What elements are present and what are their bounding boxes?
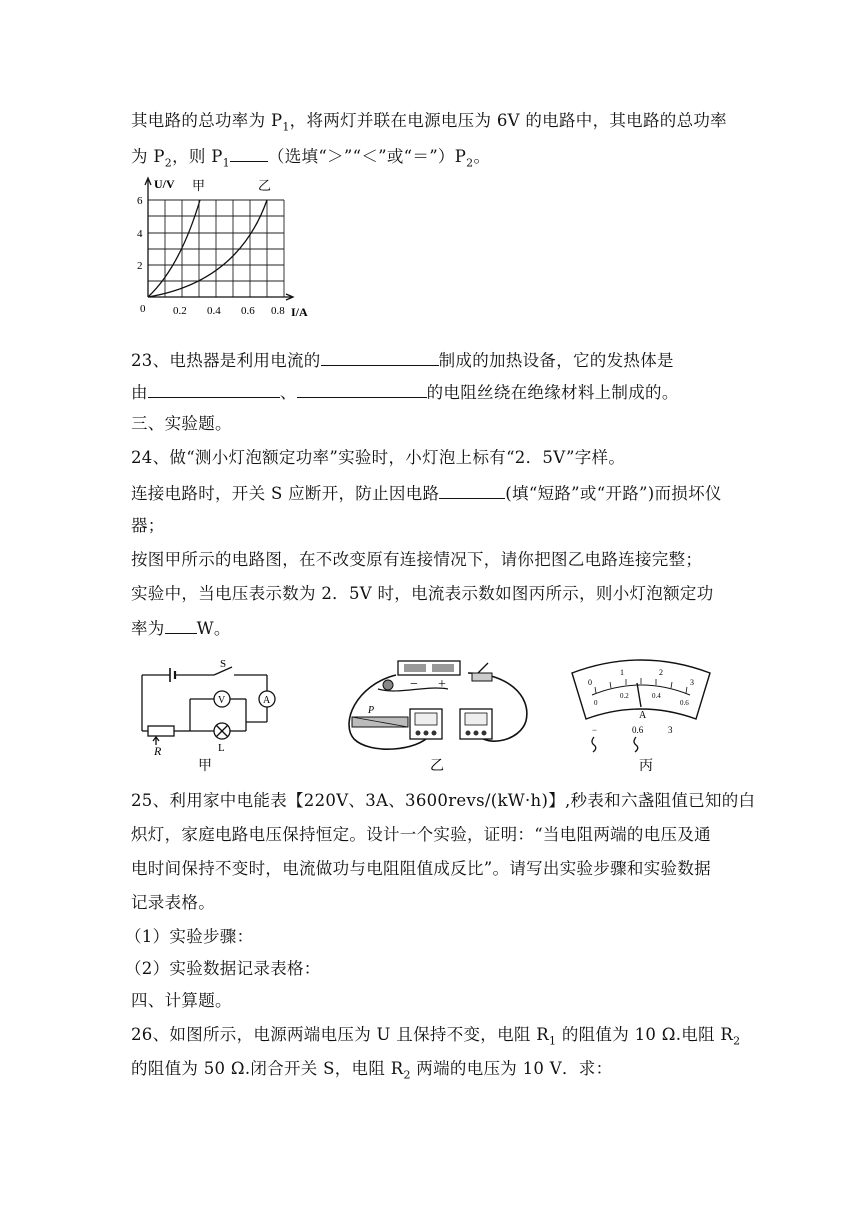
- y-axis-label: U/V: [154, 177, 175, 191]
- q25-line-1: 25、利用家中电能表【220V、3A、3600revs/(kW·h)】,秒表和六盏阻值已知的白: [131, 791, 756, 810]
- battery-positive-label: +: [438, 677, 446, 692]
- battery-negative-label: −: [410, 677, 418, 692]
- q25-line-3: 电时间保持不变时，电流做功与电阻阻值成反比”。请写出实验步骤和实验数据: [131, 859, 711, 878]
- q24-line-2: 器；: [131, 516, 165, 535]
- q25-line-4: 记录表格。: [131, 893, 215, 912]
- curve-jia: [148, 200, 200, 297]
- rheostat-symbol: [148, 726, 174, 736]
- ammeter-label: A: [263, 695, 271, 706]
- section-3-heading: 三、实验题。: [131, 414, 232, 433]
- y-tick: 6: [137, 195, 143, 207]
- ui-graph: [128, 172, 328, 322]
- x-axis-label: I/A: [291, 305, 308, 319]
- q24-line-4: 实验中，当电压表示数为 2．5V 时，电流表示数如图丙所示，则小灯泡额定功: [131, 584, 714, 603]
- figure-caption: 丙: [639, 759, 653, 774]
- answer-blank[interactable]: [148, 381, 280, 398]
- q24-line-3: 按图甲所示的电路图，在不改变原有连接情况下，请你把图乙电路连接完整；: [131, 550, 703, 569]
- top-scale-label: 3: [690, 678, 694, 687]
- q26-line-1: 26、如图所示，电源两端电压为 U 且保持不变，电阻 $R_1$ 的阻值为 10 Ω.电阻 $R_2$: [131, 1025, 741, 1048]
- q23-line-1: 23、电热器是利用电流的 制成的加热设备，它的发热体是: [131, 351, 674, 370]
- lamp: [383, 680, 393, 690]
- figure-caption: 甲: [198, 759, 212, 774]
- x-tick: 0.4: [207, 305, 221, 317]
- q26-line-2: 的阻值为 50 Ω.闭合开关 S，电阻 $R_2$ 两端的电压为 10 V．求：: [131, 1059, 613, 1082]
- lamp-label: L: [218, 742, 225, 754]
- bottom-scale-label: 0.4: [652, 692, 661, 700]
- top-scale-label: 0: [588, 678, 592, 687]
- section-4-heading: 四、计算题。: [131, 991, 232, 1010]
- slider-label: P: [368, 705, 375, 716]
- q25-step-1: （1）实验步骤：: [125, 927, 254, 946]
- q23-line-2: 由 、 的电阻丝绕在绝缘材料上制成的。: [131, 383, 679, 402]
- y-tick: 4: [137, 228, 143, 240]
- answer-blank[interactable]: [165, 617, 197, 634]
- x-tick: 0.6: [241, 305, 255, 317]
- x-tick: 0.2: [173, 305, 187, 317]
- curve-jia-label: 甲: [192, 178, 206, 193]
- top-scale-label: 1: [620, 668, 624, 677]
- q25-step-2: （2）实验数据记录表格：: [125, 959, 321, 978]
- terminal-label: 0.6: [632, 725, 644, 735]
- bottom-scale-label: 0.2: [620, 692, 629, 700]
- voltmeter-label: V: [218, 695, 226, 706]
- unit-label: A: [639, 710, 647, 721]
- q22-line-1: 其电路的总功率为 $P_1$，将两灯并联在电源电压为 6V 的电路中，其电路的总功率: [131, 111, 727, 134]
- rheostat-label: R: [154, 744, 162, 758]
- terminal-label: 3: [668, 725, 673, 735]
- switch: [472, 673, 492, 681]
- curve-yi: [148, 200, 267, 297]
- q22-line-2: 为 $P_2$，则 $P_1$ （选填“＞”“＜”或“$=”)P_2$。: [131, 147, 491, 170]
- answer-blank[interactable]: [439, 482, 505, 499]
- figure-jia-circuit: [134, 655, 284, 775]
- q25-line-2: 炽灯，家庭电路电压保持恒定。设计一个实验，证明：“当电阻两端的电压及通: [131, 825, 711, 844]
- figure-bing-ammeter-dial: [566, 655, 716, 775]
- top-scale-label: 2: [659, 668, 663, 677]
- answer-blank[interactable]: [321, 349, 439, 366]
- x-tick: 0.8: [271, 305, 285, 317]
- y-tick: 2: [137, 260, 143, 272]
- terminal-label: −: [592, 725, 598, 735]
- switch-label: S: [220, 658, 227, 670]
- q24-line-5: 率为 W。: [131, 619, 231, 638]
- q24-title: 24、做“测小灯泡额定功率”实验时，小灯泡上标有“2．5V”字样。: [131, 448, 626, 467]
- bottom-scale-label: 0.6: [680, 699, 689, 707]
- curve-yi-label: 乙: [258, 178, 272, 193]
- bottom-scale-label: 0: [594, 699, 598, 707]
- origin-label: 0: [140, 303, 146, 315]
- answer-blank[interactable]: [230, 145, 268, 162]
- q24-line-1: 连接电路时，开关 S 应断开，防止因电路 (填“短路”或“开路”)而损坏仪: [131, 484, 722, 503]
- figure-caption: 乙: [430, 759, 444, 774]
- answer-blank[interactable]: [297, 381, 427, 398]
- figure-yi-physical-circuit: [338, 655, 538, 775]
